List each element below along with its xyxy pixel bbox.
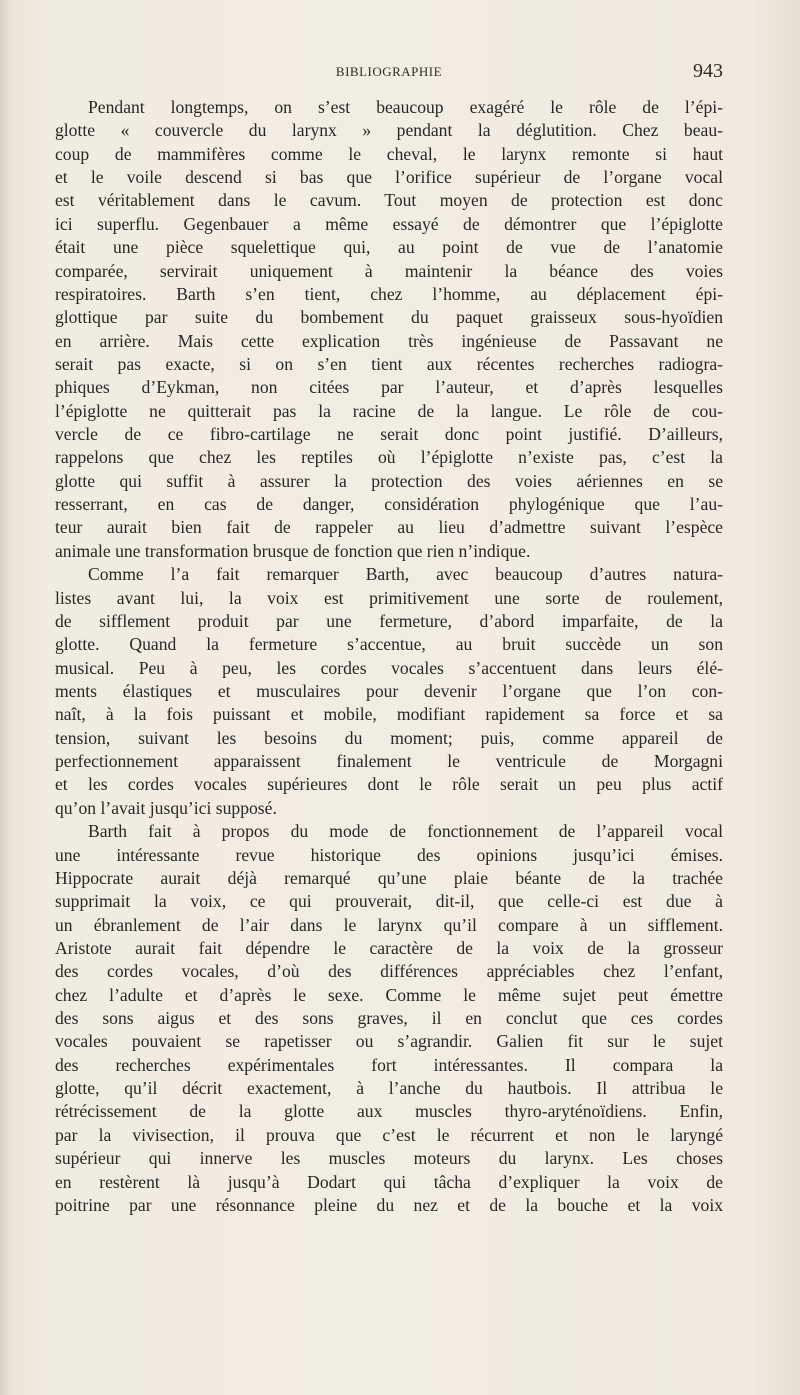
page-edge-shadow: [0, 0, 10, 1395]
text-line: par la vivisection, il prouva que c’est le récurrent et non le laryngé: [55, 1124, 723, 1145]
text-line: rétrécissement de la glotte aux muscles thyro-aryténoïdiens. Enfin,: [55, 1101, 723, 1122]
text-line: teur aurait bien fait de rappeler au lieu d’admettre suivant l’espèce: [55, 517, 723, 538]
text-line: glottique par suite du bombement du paquet graisseux sous-hyoïdien: [55, 307, 723, 328]
text-line: vercle de ce fibro-cartilage ne serait donc point justifié. D’ailleurs,: [55, 424, 723, 445]
text-line: comparée, servirait uniquement à maintenir la béance des voies: [55, 260, 723, 281]
text-line: ici superflu. Gegenbauer a même essayé de démontrer que l’épiglotte: [55, 213, 723, 234]
text-line: vocales pouvaient se rapetisser ou s’agrandir. Galien fit sur le sujet: [55, 1031, 723, 1052]
page-number: 943: [693, 60, 723, 82]
text-line: respiratoires. Barth s’en tient, chez l’homme, au déplacement épi-: [55, 283, 723, 304]
text-line: chez l’adulte et d’après le sexe. Comme le même sujet peut émettre: [55, 984, 723, 1005]
text-line: glotte, qu’il décrit exactement, à l’anche du hautbois. Il attribua le: [55, 1078, 723, 1099]
text-line: était une pièce squelettique qui, au point de vue de l’anatomie: [55, 237, 723, 258]
text-line: de sifflement produit par une fermeture, d’abord imparfaite, de la: [55, 610, 723, 631]
text-line: tension, suivant les besoins du moment; puis, comme appareil de: [55, 727, 723, 748]
text-line: Barth fait à propos du mode de fonctionnement de l’appareil vocal: [88, 821, 723, 842]
text-line: supprimait la voix, ce qui prouverait, dit-il, que celle-ci est due à: [55, 891, 723, 912]
text-line: poitrine par une résonnance pleine du nez et de la bouche et la voix: [55, 1194, 723, 1215]
text-line: un ébranlement de l’air dans le larynx qu’il compare à un sifflement.: [55, 914, 723, 935]
text-line: Comme l’a fait remarquer Barth, avec beaucoup d’autres natura-: [88, 564, 723, 585]
text-line: Hippocrate aurait déjà remarqué qu’une plaie béante de la trachée: [55, 867, 723, 888]
text-line: glotte « couvercle du larynx » pendant la déglutition. Chez beau-: [55, 120, 723, 141]
text-line: Aristote aurait fait dépendre le caractère de la voix de la grosseur: [55, 937, 723, 958]
text-line: Pendant longtemps, on s’est beaucoup exagéré le rôle de l’épi-: [88, 97, 723, 117]
text-line: et les cordes vocales supérieures dont le rôle serait un peu plus actif: [55, 774, 723, 795]
running-head: BIBLIOGRAPHIE: [335, 64, 443, 79]
text-line: en arrière. Mais cette explication très ingénieuse de Passavant ne: [55, 330, 723, 351]
text-line: coup de mammifères comme le cheval, le larynx remonte si haut: [55, 143, 723, 164]
text-line: perfectionnement apparaissent finalement le ventricule de Morgagni: [55, 751, 723, 772]
body-text: [55, 96, 723, 1217]
text-line: animale une transformation brusque de fonction que rien n’indique.: [55, 540, 531, 561]
text-line: est véritablement dans le cavum. Tout moyen de protection est donc: [55, 190, 723, 211]
text-line: serait pas exacte, si on s’en tient aux récentes recherches radiogra-: [55, 353, 723, 374]
text-line: qu’on l’avait jusqu’ici supposé.: [55, 797, 277, 818]
text-line: des cordes vocales, d’où des différences appréciables chez l’enfant,: [55, 961, 723, 982]
text-line: ments élastiques et musculaires pour devenir l’organe que l’on con-: [55, 680, 723, 701]
text-line: l’épiglotte ne quitterait pas la racine de la langue. Le rôle de cou-: [55, 400, 723, 421]
text-line: glotte. Quand la fermeture s’accentue, au bruit succède un son: [55, 634, 723, 655]
text-line: resserrant, en cas de danger, considération phylogénique que l’au-: [55, 494, 723, 515]
text-line: rappelons que chez les reptiles où l’épiglotte n’existe pas, c’est la: [55, 447, 723, 468]
text-line: phiques d’Eykman, non citées par l’auteur, et d’après lesquelles: [55, 377, 723, 398]
text-line: et le voile descend si bas que l’orifice supérieur de l’organe vocal: [55, 167, 723, 188]
page-header: [55, 60, 723, 84]
text-line: des recherches expérimentales fort intéressantes. Il compara la: [55, 1054, 723, 1075]
text-line: glotte qui suffit à assurer la protection des voies aériennes en se: [55, 470, 723, 491]
text-line: une intéressante revue historique des opinions jusqu’ici émises.: [55, 844, 723, 865]
text-line: des sons aigus et des sons graves, il en conclut que ces cordes: [55, 1008, 723, 1029]
text-line: en restèrent là jusqu’à Dodart qui tâcha d’expliquer la voix de: [55, 1171, 723, 1192]
text-line: musical. Peu à peu, les cordes vocales s’accentuent dans leurs élé-: [55, 657, 723, 678]
text-line: listes avant lui, la voix est primitivement une sorte de roulement,: [55, 587, 723, 608]
text-line: supérieur qui innerve les muscles moteurs du larynx. Les choses: [55, 1148, 723, 1169]
text-line: naît, à la fois puissant et mobile, modifiant rapidement sa force et sa: [55, 704, 723, 725]
